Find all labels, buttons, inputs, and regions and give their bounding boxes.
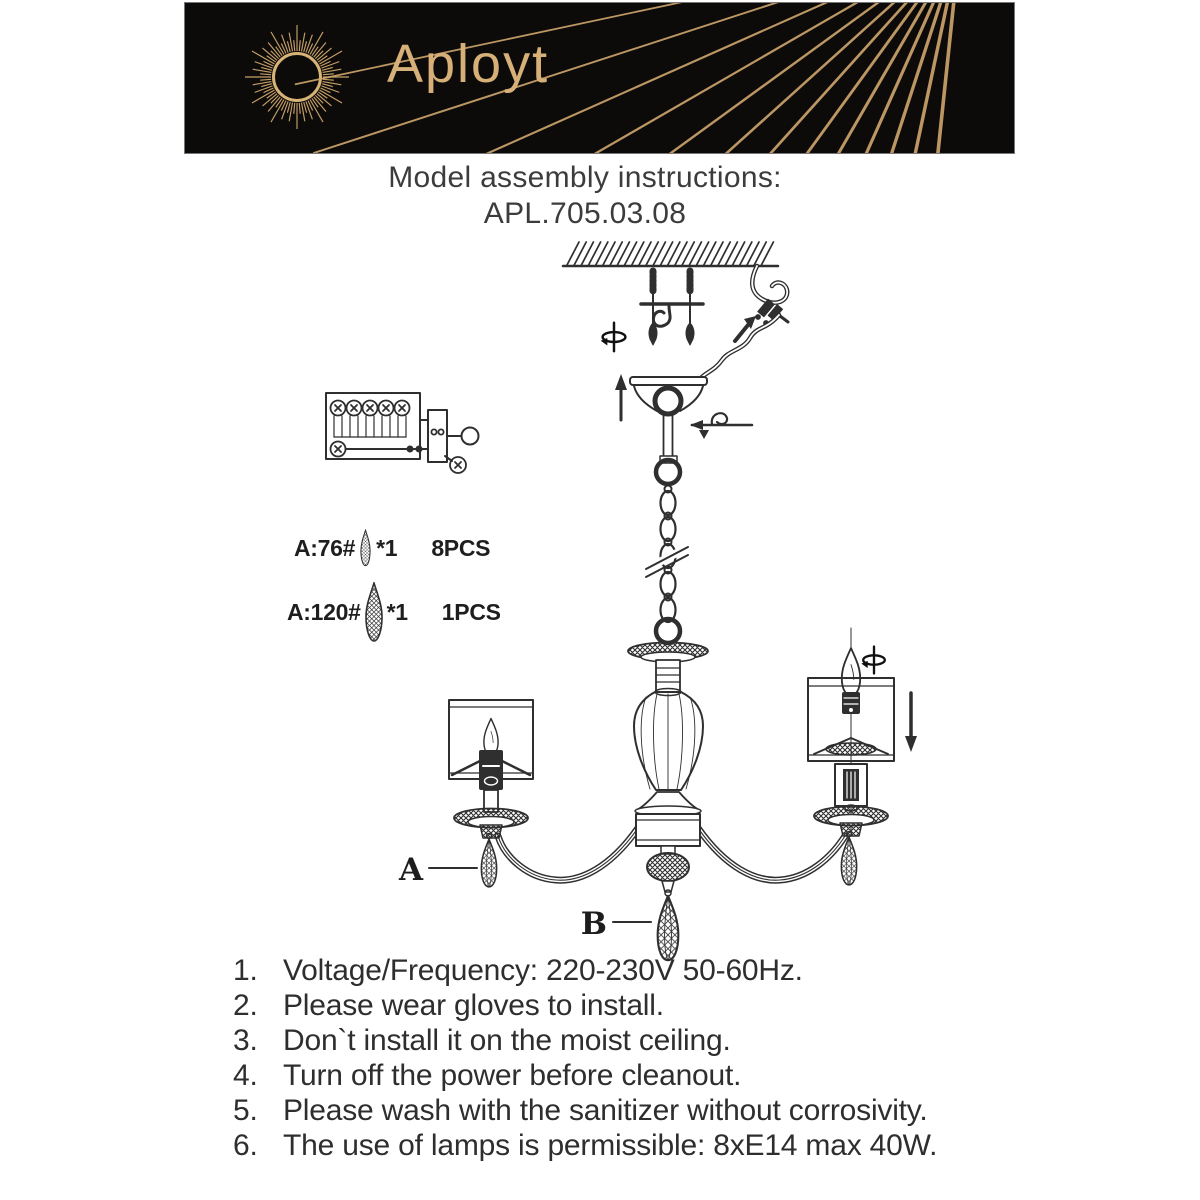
part-row-a120 (287, 581, 501, 643)
left-lamp (449, 700, 533, 838)
part-qty-mark: *1 (386, 598, 408, 625)
hanging-chain (646, 460, 690, 643)
instruction-item (233, 1093, 993, 1128)
crystal-drop-small-icon (358, 529, 373, 567)
label-b: B (580, 906, 607, 942)
down-arrow-icon (905, 736, 917, 752)
right-candle-bulb (842, 648, 860, 696)
crystal-drop-right (841, 837, 856, 885)
instructions-list (233, 953, 993, 1163)
rotate-symbol-icon (601, 323, 626, 352)
instruction-number: 5. (233, 1094, 258, 1127)
part-row-a76 (294, 528, 490, 568)
central-column (628, 643, 708, 893)
part-code: A:120# (287, 598, 361, 625)
right-lamp (808, 628, 917, 836)
crystal-drop-large-icon (364, 582, 384, 642)
instruction-number: 4. (233, 1059, 258, 1092)
instruction-text: Voltage/Frequency: 220-230V 50-60Hz. (283, 954, 803, 987)
wire-harness (702, 266, 788, 377)
instruction-number: 3. (233, 1024, 258, 1057)
part-count: 1PCS (441, 598, 501, 625)
instruction-text: Please wear gloves to install. (283, 989, 664, 1022)
part-code: A:76# (294, 534, 356, 561)
rotate-symbol-icon (861, 647, 884, 674)
crystal-drop-b (658, 896, 679, 960)
label-a: A (398, 852, 423, 888)
instruction-number: 1. (233, 954, 258, 987)
part-count: 8PCS (431, 534, 491, 561)
instruction-text: Don`t install it on the moist ceiling. (283, 1024, 731, 1057)
instruction-text: Turn off the power before cleanout. (283, 1059, 742, 1092)
wiring-terminal-diagram (326, 393, 479, 473)
left-candle-bulb (484, 719, 498, 756)
instruction-number: 2. (233, 989, 258, 1022)
part-qty-mark: *1 (376, 534, 398, 561)
page-title: Model assembly instructions: (388, 161, 782, 194)
instruction-item (233, 1023, 993, 1058)
model-number: APL.705.03.08 (483, 197, 687, 230)
ceiling-hatch (563, 242, 778, 266)
instruction-item (233, 988, 993, 1023)
instruction-text: The use of lamps is permissible: 8xE14 max 40W. (283, 1129, 938, 1162)
instruction-item (233, 1128, 993, 1163)
crystal-drop-a (481, 839, 496, 887)
arm-hub (636, 814, 700, 846)
instruction-item (233, 1058, 993, 1093)
instruction-number: 6. (233, 1129, 258, 1162)
mounting-hardware (601, 271, 703, 351)
canopy (615, 374, 752, 463)
left-arrow-icon (690, 420, 703, 430)
instruction-text: Please wash with the sanitizer without corrosivity. (283, 1094, 928, 1127)
up-arrow-icon (615, 374, 627, 390)
faceted-ball (647, 853, 689, 881)
brand-name: Aployt (387, 34, 550, 94)
instruction-item (233, 953, 993, 988)
